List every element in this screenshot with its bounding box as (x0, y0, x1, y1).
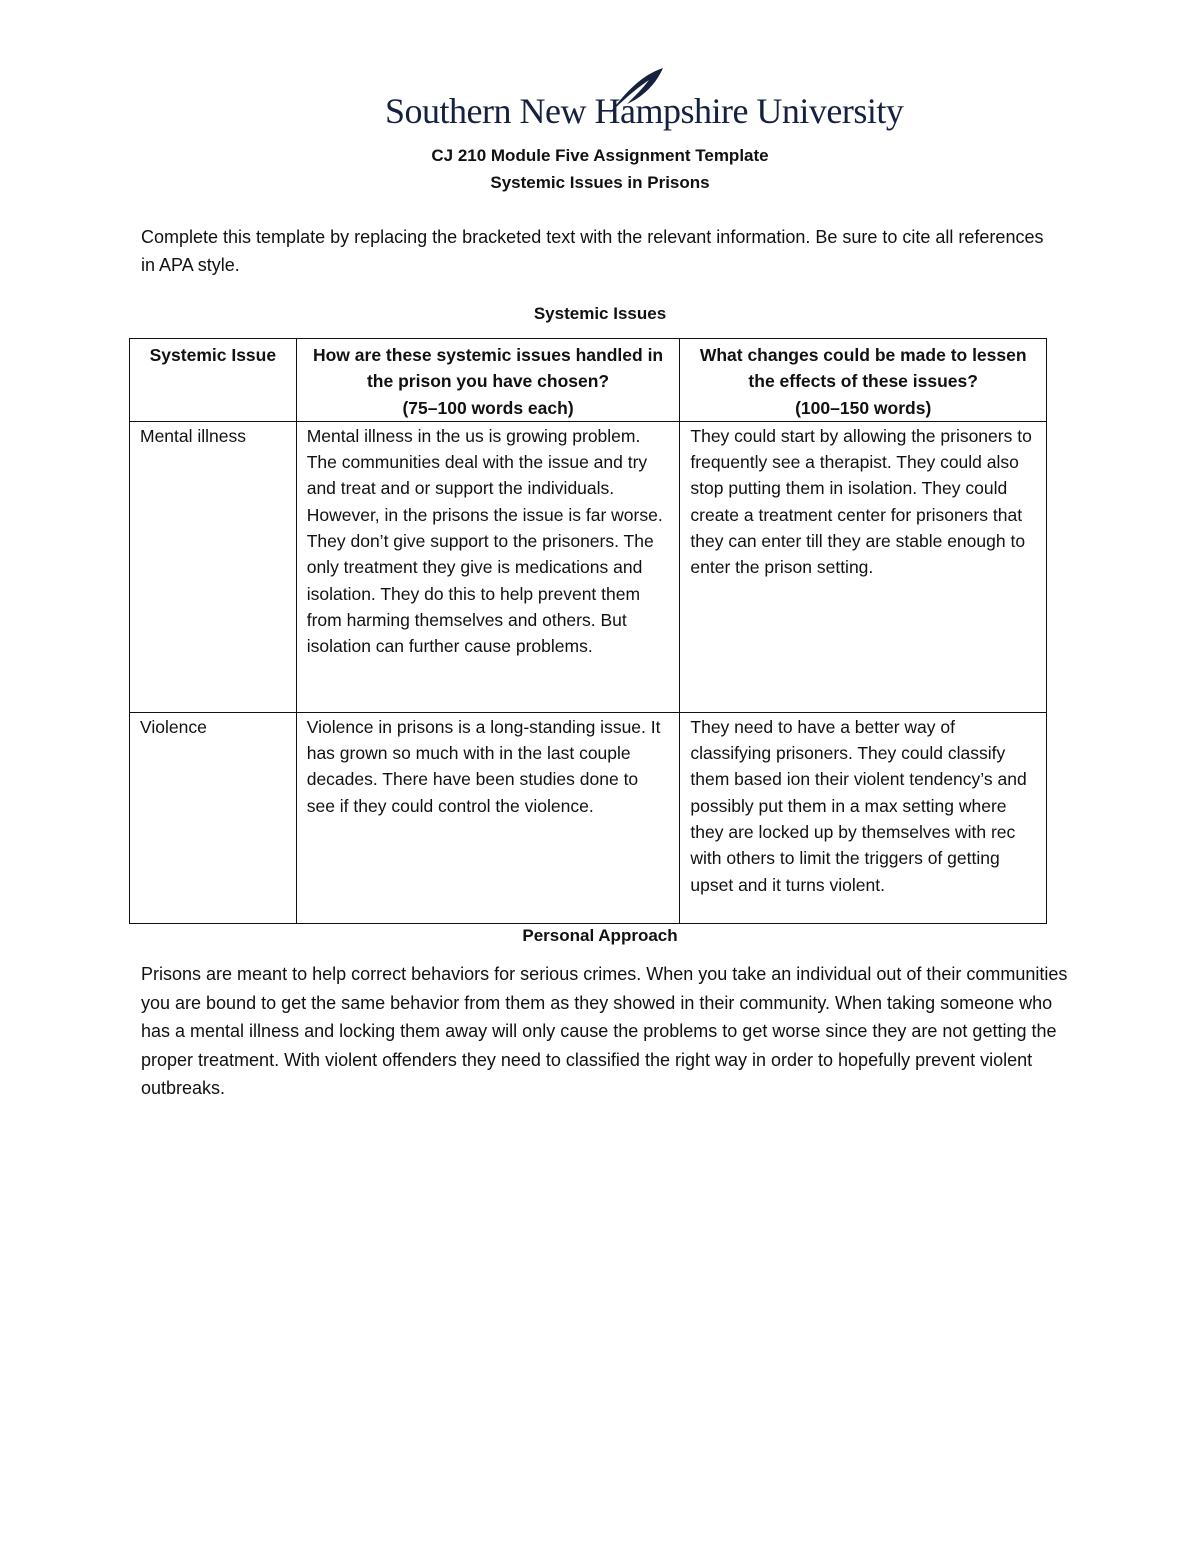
logo-wordmark: Southern New Hampshire University (385, 91, 904, 131)
cell-issue: Mental illness (130, 421, 297, 712)
document-title: CJ 210 Module Five Assignment Template (431, 146, 769, 165)
table-row (130, 421, 1047, 712)
column-header-handled: How are these systemic issues handled in the prison you have chosen? (75–100 words each) (296, 339, 680, 422)
document-subtitle: Systemic Issues in Prisons (490, 173, 710, 192)
systemic-issues-heading: Systemic Issues (533, 304, 667, 323)
table-row (130, 712, 1047, 923)
cell-handled: Mental illness in the us is growing problem. The communities deal with the issue and try and treat and or support the individuals. However, in the prisons the issue is far worse. They don’t give support to the prisoners. The only treatment they give is medications and isolation. They do this to help prevent them from harming themselves and others. But isolation can further cause problems. (296, 421, 680, 712)
column-header-changes: What changes could be made to lessen the effects of these issues? (100–150 words) (680, 339, 1047, 422)
cell-handled: Violence in prisons is a long-standing issue. It has grown so much with in the last couple decades. There have been studies done to see if they could control the violence. (296, 712, 680, 923)
systemic-issues-table (129, 338, 1047, 924)
intro-paragraph: Complete this template by replacing the bracketed text with the relevant information. Be sure to cite all references in APA style. (141, 227, 1044, 275)
cell-issue: Violence (130, 712, 297, 923)
table-header-row (130, 339, 1047, 422)
university-logo (385, 66, 904, 136)
cell-changes: They need to have a better way of classifying prisoners. They could classify them based ion their violent tendency’s and possibly put them in a max setting where they are locked up by themselves with rec with others to limit the triggers of getting upset and it turns violent. (680, 712, 1047, 923)
cell-changes: They could start by allowing the prisoners to frequently see a therapist. They could also stop putting them in isolation. They could create a treatment center for prisoners that they can enter till they are stable enough to enter the prison setting. (680, 421, 1047, 712)
column-header-issue: Systemic Issue (130, 339, 297, 422)
personal-approach-paragraph: Prisons are meant to help correct behaviors for serious crimes. When you take an individual out of their communities you are bound to get the same behavior from them as they showed in their community. When taking someone who has a mental illness and locking them away will only cause the problems to get worse since they are not getting the proper treatment. With violent offenders they need to classified the right way in order to hopefully prevent violent outbreaks. (141, 964, 1068, 1098)
personal-approach-heading: Personal Approach (522, 926, 678, 945)
